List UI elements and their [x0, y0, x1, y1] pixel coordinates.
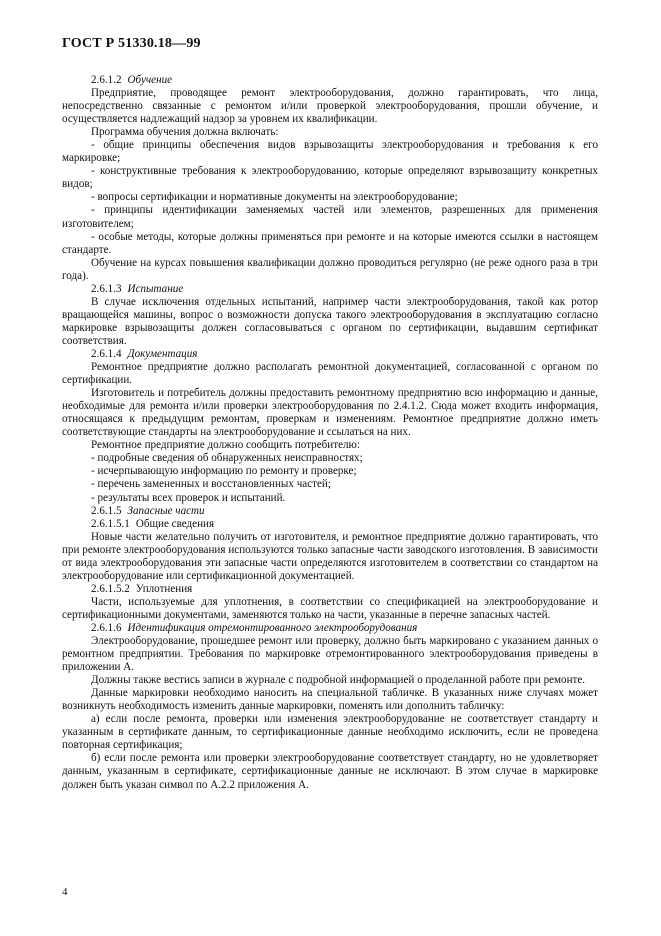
- section-heading: [62, 74, 598, 87]
- paragraph: Изготовитель и потребитель должны предоставить ремонтному предприятию всю информацию и данные, необходимые для ремонта и/или проверки электрооборудования по 2.4.1.2. Сюда может входить информация, относящаяся к предыдущим ремонтам, проверкам и изменениям. Ремонтное предприятие должно иметь соответствующие стандарты на электрооборудование и ссылаться на них.: [62, 387, 598, 439]
- paragraph: Предприятие, проводящее ремонт электрооборудования, должно гарантировать, что лица, непосредственно связанные с ремонтом и/или проверкой электрооборудования, прошли обучение, и осуществляется надлежащий надзор за уровнем их квалификации.: [62, 87, 598, 126]
- section-number: 2.6.1.2: [91, 74, 122, 86]
- section-title: Идентификация отремонтированного электрооборудования: [127, 621, 418, 634]
- section-heading: [62, 348, 598, 361]
- document-body: [62, 74, 598, 792]
- list-item: - результаты всех проверок и испытаний.: [91, 491, 286, 504]
- paragraph: Электрооборудование, прошедшее ремонт или проверку, должно быть маркировано с указанием данных о ремонтном предприятии. Требования по маркировке отремонтированного электрооборудования приведены в приложении А.: [62, 635, 598, 674]
- section-number: 2.6.1.3: [91, 282, 122, 295]
- section-heading: [62, 505, 598, 518]
- section-number: 2.6.1.6: [91, 621, 122, 634]
- section-number: 2.6.1.5: [91, 504, 122, 517]
- paragraph: Новые части желательно получить от изготовителя, и ремонтное предприятие должно гарантировать, что при ремонте электрооборудования используются только запасные части заводского изготовления. В зависимости от вида электрооборудования эти запасные части определяются изготовителем в соответствии со стандартом на электрооборудование или сертификационной документацией.: [62, 530, 598, 582]
- list-item: - принципы идентификации заменяемых частей или элементов, разрешенных для применения изготовителем;: [62, 204, 598, 230]
- section-title: Запасные части: [127, 504, 205, 517]
- paragraph: Программа обучения должна включать:: [91, 126, 279, 139]
- section-title: Документация: [127, 347, 198, 360]
- section-title: Уплотнения: [135, 582, 193, 595]
- list-item: - вопросы сертификации и нормативные документы на электрооборудование;: [91, 191, 458, 204]
- list-item: - исчерпывающую информацию по ремонту и проверке;: [91, 465, 357, 478]
- list-item: - общие принципы обеспечения видов взрывозащиты электрооборудования и требования к его маркировке;: [62, 139, 598, 165]
- paragraph: Ремонтное предприятие должно сообщить потребителю:: [91, 439, 360, 452]
- paragraph: Ремонтное предприятие должно располагать ремонтной документацией, согласованной с органом по сертификации.: [62, 361, 598, 387]
- paragraph: Должны также вестись записи в журнале с подробной информацией о проделанной работе при ремонте.: [91, 674, 586, 687]
- section-number: 2.6.1.5.1: [91, 517, 130, 530]
- list-item: - перечень замененных и восстановленных частей;: [91, 478, 331, 491]
- section-number: 2.6.1.5.2: [91, 582, 130, 595]
- section-title: Общие сведения: [135, 517, 215, 530]
- paragraph: Части, используемые для уплотнения, в соответствии со спецификацией на электрооборудование и сертификационными документами, заменяются только на части, указанные в перечне запасных частей.: [62, 595, 598, 621]
- paragraph: б) если после ремонта или проверки электрооборудование соответствует стандарту, но не удовлетворяет данным, указанным в сертификате, сертификационные данные не исключают. В этом случае в маркировке должен быть указан символ по А.2.2 приложения А.: [62, 752, 598, 791]
- section-title: Обучение: [127, 74, 173, 86]
- page-number: 4: [62, 886, 68, 898]
- section-title: Испытание: [127, 282, 184, 295]
- document-header: ГОСТ Р 51330.18—99: [62, 36, 201, 51]
- paragraph: В случае исключения отдельных испытаний, например части электрооборудования, такой как ротор вращающейся машины, вопрос о возможности допуска такого электрооборудования в эксплуатацию согласно маркировке взрывозащиты должен согласовываться с органом по сертификации, выдавшим сертификат соответствия.: [62, 295, 598, 347]
- paragraph: Данные маркировки необходимо наносить на специальной табличке. В указанных ниже случаях может возникнуть необходимость изменить данные маркировки, поменять или дополнить табличку:: [62, 687, 598, 713]
- section-heading: [62, 622, 598, 635]
- section-heading: [62, 518, 598, 531]
- section-number: 2.6.1.4: [91, 347, 122, 360]
- list-item: - особые методы, которые должны применяться при ремонте и на которые имеются ссылки в настоящем стандарте.: [62, 230, 598, 256]
- list-item: - конструктивные требования к электрооборудованию, которые определяют взрывозащиту конкретных видов;: [62, 165, 598, 191]
- list-item: - подробные сведения об обнаруженных неисправностях;: [91, 452, 363, 465]
- section-heading: [62, 583, 598, 596]
- paragraph: а) если после ремонта, проверки или изменения электрооборудование не соответствует стандарту и указанным в сертификате данным, то сертификационные данные необходимо исключить, если не проведена повторная сертификация;: [62, 713, 598, 752]
- section-heading: [62, 283, 598, 296]
- paragraph: Обучение на курсах повышения квалификации должно проводиться регулярно (не реже одного раза в три года).: [62, 256, 598, 282]
